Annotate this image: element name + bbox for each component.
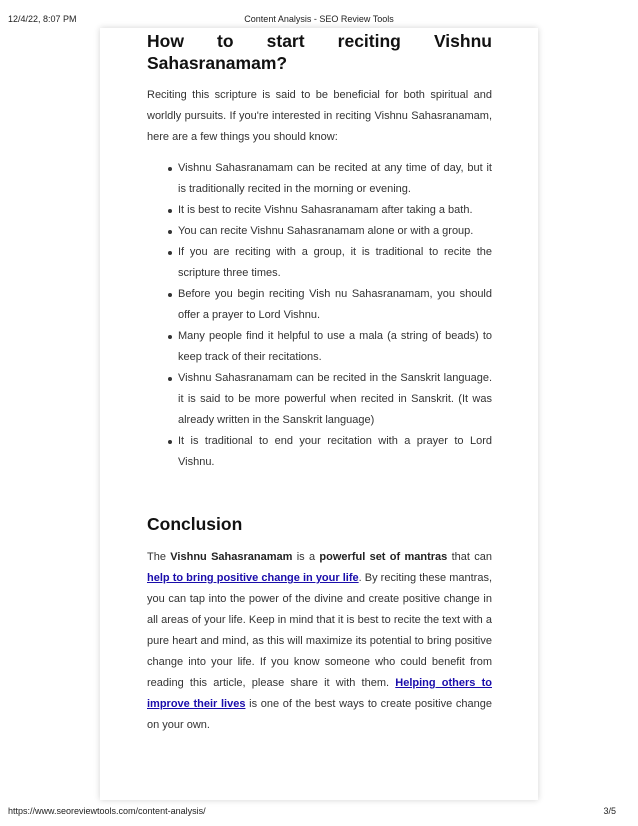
intro-paragraph: Reciting this scripture is said to be beneficial for both spiritual and worldly pursuits. If you're interested in reciting Vishnu Sahasranamam, here are a few things you should know: (147, 89, 492, 143)
section-heading (147, 30, 492, 74)
tips-list (147, 158, 492, 473)
text: The (147, 551, 171, 563)
text: . By reciting these mantras, you can tap into the power of the divine and create positive change in all areas of your life. Keep in mind that it is best to recite the text with a pure heart and mind, as this will maximize its potential to bring positive change into your life. If you know someone who could benefit from reading this article, please share it with them. (147, 572, 492, 689)
positive-change-link[interactable]: help to bring positive change in your life (147, 572, 359, 584)
page-number: 3/5 (603, 806, 616, 816)
text: is a (292, 551, 320, 563)
helping-others-link[interactable]: Helping others to improve their lives (147, 677, 492, 710)
list-item: Vishnu Sahasranamam can be recited in the Sanskrit language. it is said to be more powerful when recited in Sanskrit. (It was already written in the Sanskrit language) (147, 368, 492, 431)
list-item: Many people find it helpful to use a mala (a string of beads) to keep track of their recitations. (147, 326, 492, 368)
text: is one of the best ways to create positive change on your own. (147, 698, 492, 731)
heading-line-1 (147, 30, 492, 52)
print-url: https://www.seoreviewtools.com/content-analysis/ (8, 806, 206, 816)
list-item: You can recite Vishnu Sahasranamam alone or with a group. (147, 221, 492, 242)
heading-word: Vishnu (433, 31, 492, 51)
print-datetime: 12/4/22, 8:07 PM (8, 14, 77, 24)
list-item: Vishnu Sahasranamam can be recited at any time of day, but it is traditionally recited in the morning or evening. (147, 158, 492, 200)
list-item: If you are reciting with a group, it is traditional to recite the scripture three times. (147, 242, 492, 284)
print-footer (0, 804, 638, 826)
print-header (0, 0, 638, 24)
conclusion-paragraph (147, 547, 492, 736)
bold-text: Vishnu Sahasranamam (170, 551, 293, 563)
text: that can (447, 551, 493, 563)
bold-text: powerful set of mantras (319, 551, 448, 563)
list-item: Before you begin reciting Vish nu Sahasranamam, you should offer a prayer to Lord Vishnu. (147, 284, 492, 326)
list-item: It is best to recite Vishnu Sahasranamam after taking a bath. (147, 200, 492, 221)
article-content (147, 30, 492, 736)
list-item: It is traditional to end your recitation with a prayer to Lord Vishnu. (147, 431, 492, 473)
heading-word: How (147, 31, 184, 51)
heading-line-2: Sahasranamam? (147, 53, 288, 73)
heading-word: to (217, 31, 234, 51)
conclusion-heading: Conclusion (147, 514, 243, 534)
heading-word: reciting (337, 31, 401, 51)
heading-word: start (266, 31, 305, 51)
print-page-title: Content Analysis - SEO Review Tools (244, 14, 394, 24)
